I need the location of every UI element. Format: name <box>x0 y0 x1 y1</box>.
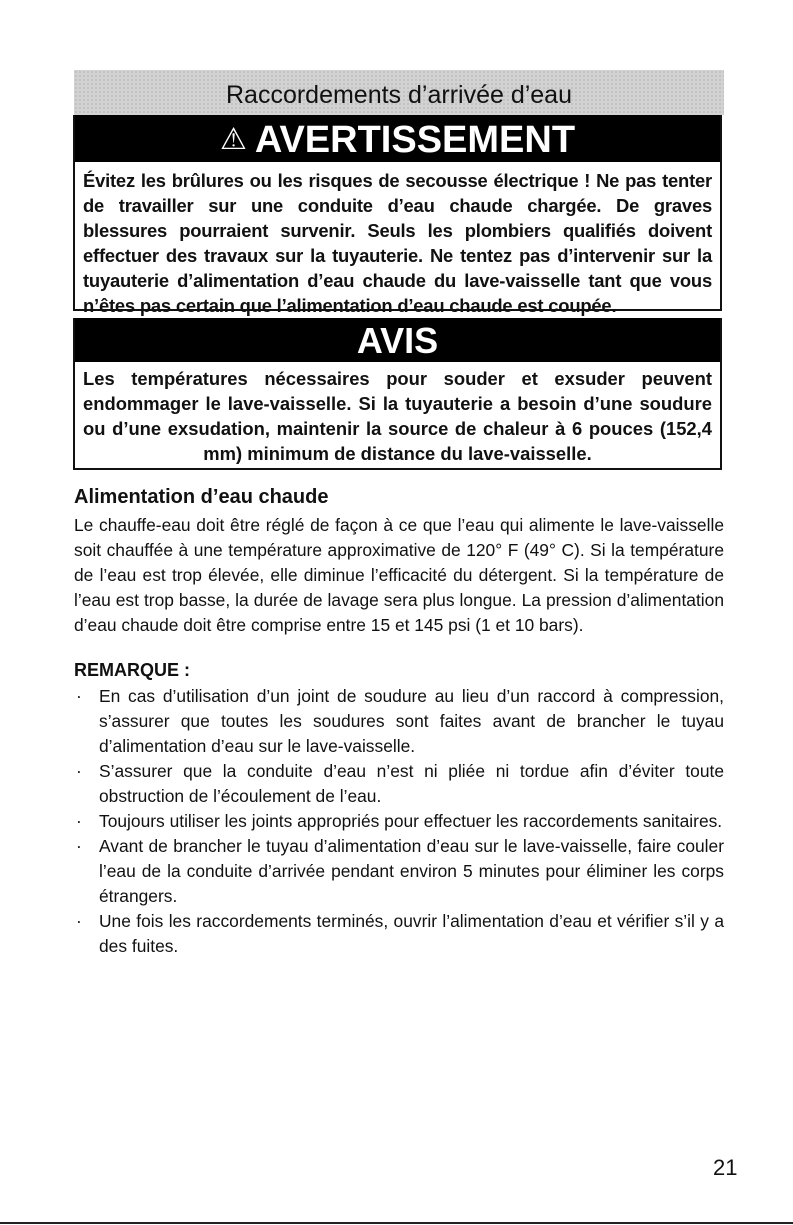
warning-triangle-icon: ⚠ <box>219 123 247 156</box>
notice-text: Les températures nécessaires pour souder et exsuder peuvent endommager le lave-vaisselle. Si la tuyauterie a besoin d’une soudure ou d’une exsudation, maintenir la source de chaleur à 6 pouces (152,4 mm) minimum de distance du lave-vaisselle. <box>83 368 712 464</box>
warning-box <box>73 115 722 316</box>
notes-list <box>74 684 724 959</box>
bullet-icon: · <box>76 836 82 856</box>
note-text: En cas d’utilisation d’un joint de soudure au lieu d’un raccord à compression, s’assurer que toutes les soudures sont faites avant de brancher le tuyau d’alimentation d’eau sur le lave-vaisselle. <box>99 686 724 756</box>
note-text: S’assurer que la conduite d’eau n’est ni pliée ni tordue afin d’éviter toute obstruction de l’écoulement de l’eau. <box>99 761 724 806</box>
banner-title: Raccordements d’arrivée d’eau <box>225 81 572 109</box>
note-text: Avant de brancher le tuyau d’alimentation d’eau sur le lave-vaisselle, faire couler l’eau de la conduite d’arrivée pendant environ 5 minutes pour éliminer les corps étrangers. <box>99 836 724 906</box>
warning-header <box>75 115 720 162</box>
list-item <box>74 809 724 834</box>
list-item <box>74 834 724 909</box>
list-item <box>74 909 724 959</box>
bottom-rule <box>0 1222 793 1224</box>
section-title: Alimentation d’eau chaude <box>74 486 329 508</box>
bullet-icon: · <box>76 811 82 831</box>
warning-heading: AVERTISSEMENT <box>254 119 576 161</box>
bullet-icon: · <box>76 761 82 781</box>
bullet-icon: · <box>76 686 82 706</box>
note-text: Toujours utiliser les joints appropriés pour effectuer les raccordements sanitaires. <box>99 811 723 831</box>
bullet-icon: · <box>76 911 82 931</box>
list-item <box>74 684 724 759</box>
list-item <box>74 759 724 809</box>
warning-text: Évitez les brûlures ou les risques de secousse électrique ! Ne pas tenter de travailler sur une conduite d’eau chaude chargée. De graves blessures pourraient survenir. Seuls les plombiers qualifiés doivent effectuer des travaux sur la tuyauterie. Ne tentez pas d’intervenir sur la tuyauterie d’alimentation d’eau chaude du lave-vaisselle tant que vous n’êtes pas certain que l’alimentation d’eau chaude est coupée. <box>83 170 712 316</box>
section-body: Le chauffe-eau doit être réglé de façon à ce que l’eau qui alimente le lave-vaisselle soit chauffée à une température approximative de 120° F (49° C). Si la température de l’eau est trop élevée, elle diminue l’efficacité du détergent. Si la température de l’eau est trop basse, la durée de lavage sera plus longue. La pression d’alimentation d’eau chaude doit être comprise entre 15 et 145 psi (1 et 10 bars). <box>74 515 724 635</box>
notice-heading: AVIS <box>75 318 720 362</box>
section-banner <box>74 70 724 115</box>
remarque-label: REMARQUE : <box>74 660 190 680</box>
notice-box <box>73 318 722 470</box>
page-number: 21 <box>713 1155 738 1180</box>
note-text: Une fois les raccordements terminés, ouvrir l’alimentation d’eau et vérifier s’il y a des fuites. <box>99 911 724 956</box>
